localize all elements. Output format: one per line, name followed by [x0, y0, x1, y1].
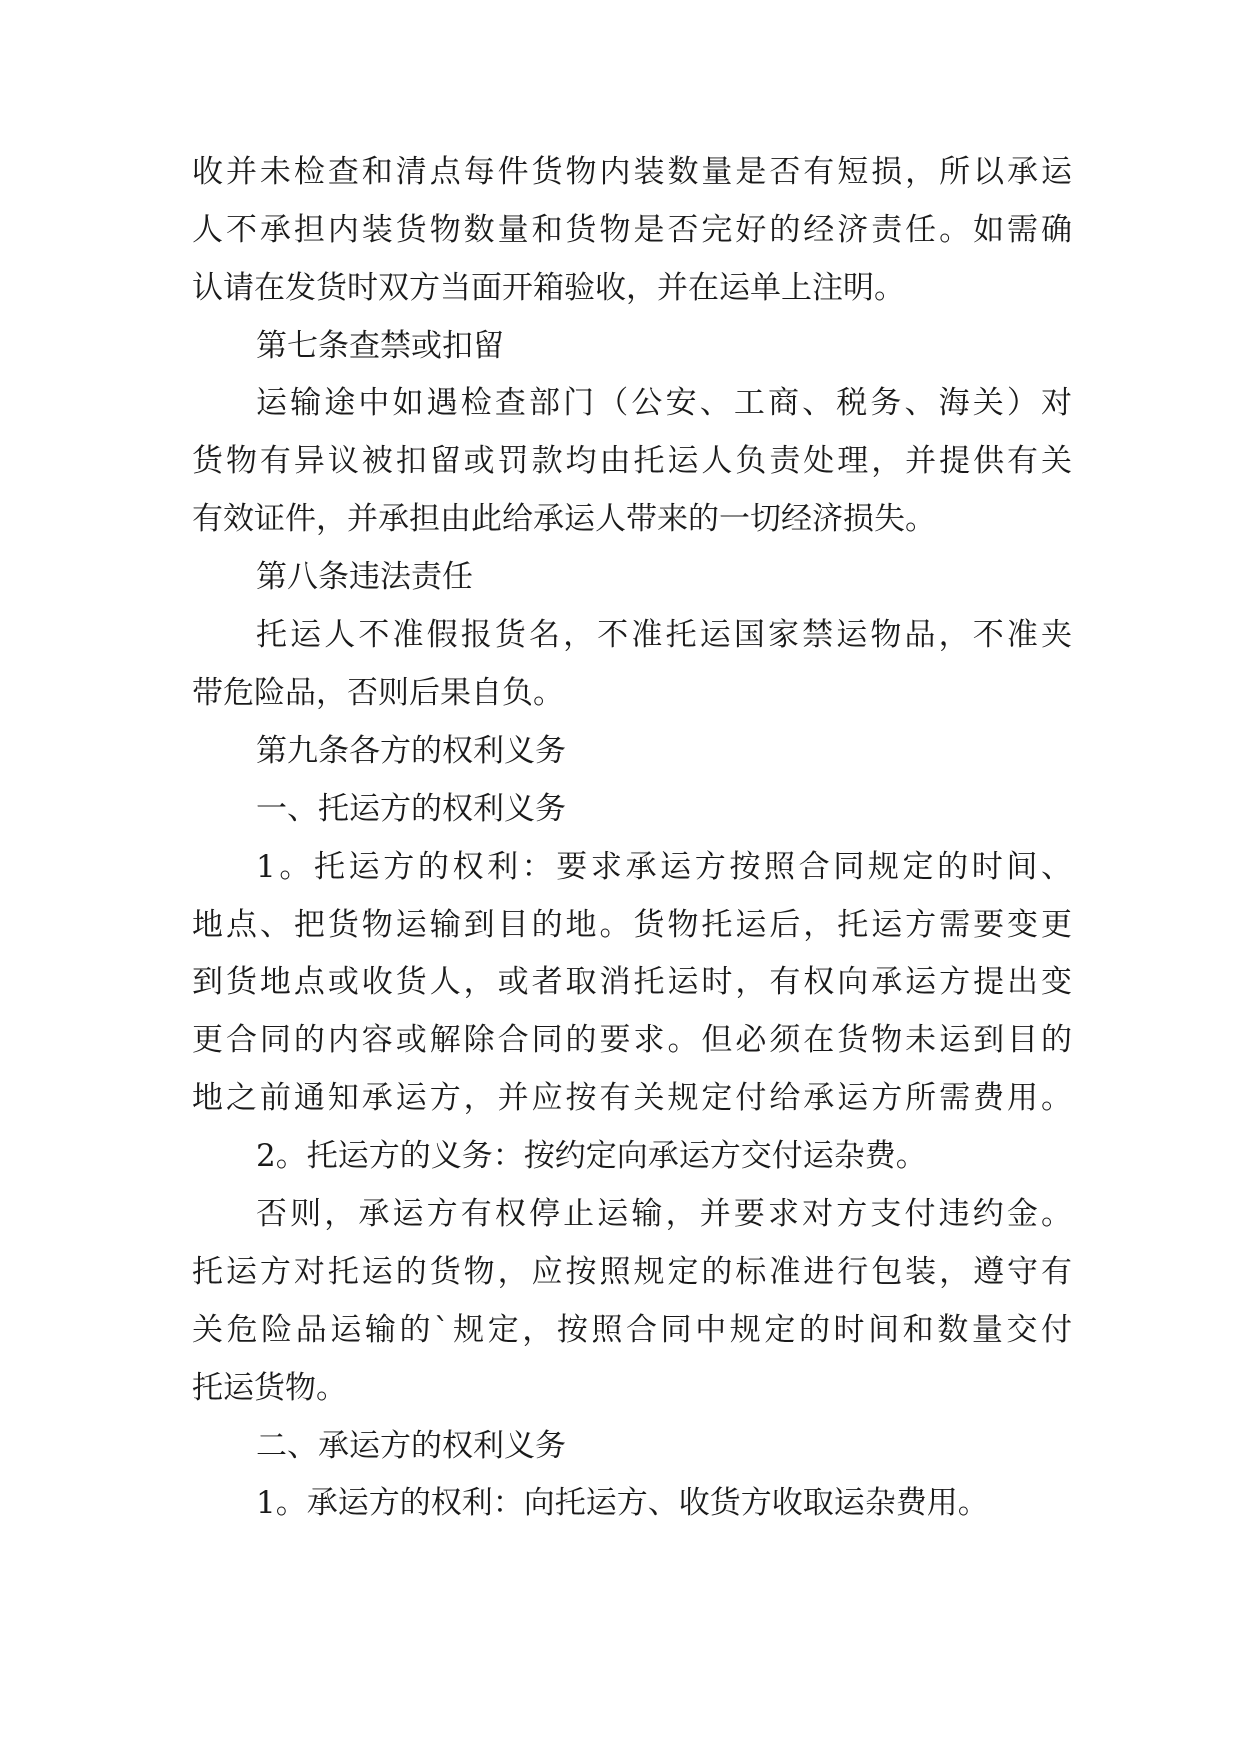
paragraph-line: 托运货物。	[192, 1370, 347, 1406]
paragraph-line: 有效证件，并承担由此给承运人带来的一切经济损失。	[192, 501, 936, 537]
paragraph-line: 关危险品运输的`规定，按照合同中规定的时间和数量交付	[192, 1312, 1072, 1348]
subsection-heading: 二、承运方的权利义务	[256, 1428, 566, 1464]
paragraph-line: 托运方对托运的货物，应按照规定的标准进行包装，遵守有	[192, 1254, 1072, 1290]
paragraph-line: 2。托运方的义务：按约定向承运方交付运杂费。	[256, 1138, 927, 1174]
paragraph-line: 否则，承运方有权停止运输，并要求对方支付违约金。	[256, 1196, 1072, 1232]
section-heading: 第八条违法责任	[256, 559, 473, 595]
paragraph-line: 收并未检查和清点每件货物内装数量是否有短损，所以承运	[192, 154, 1072, 190]
paragraph-line: 人不承担内装货物数量和货物是否完好的经济责任。如需确	[192, 212, 1072, 248]
paragraph-line: 认请在发货时双方当面开箱验收，并在运单上注明。	[192, 270, 905, 306]
paragraph-line: 1。承运方的权利：向托运方、收货方收取运杂费用。	[256, 1485, 989, 1521]
paragraph-line: 地点、把货物运输到目的地。货物托运后，托运方需要变更	[192, 907, 1072, 943]
paragraph-line: 货物有异议被扣留或罚款均由托运人负责处理，并提供有关	[192, 443, 1072, 479]
paragraph-line: 运输途中如遇检查部门（公安、工商、税务、海关）对	[256, 385, 1072, 421]
section-heading: 第九条各方的权利义务	[256, 733, 566, 769]
paragraph-line: 更合同的内容或解除合同的要求。但必须在货物未运到目的	[192, 1022, 1072, 1058]
subsection-heading: 一、托运方的权利义务	[256, 791, 566, 827]
paragraph-line: 到货地点或收货人，或者取消托运时，有权向承运方提出变	[192, 964, 1072, 1000]
paragraph-line: 托运人不准假报货名，不准托运国家禁运物品，不准夹	[256, 617, 1072, 653]
section-heading: 第七条查禁或扣留	[256, 328, 504, 364]
paragraph-line: 地之前通知承运方，并应按有关规定付给承运方所需费用。	[192, 1080, 1072, 1116]
paragraph-line: 1。托运方的权利：要求承运方按照合同规定的时间、	[256, 849, 1072, 885]
paragraph-line: 带危险品，否则后果自负。	[192, 675, 564, 711]
